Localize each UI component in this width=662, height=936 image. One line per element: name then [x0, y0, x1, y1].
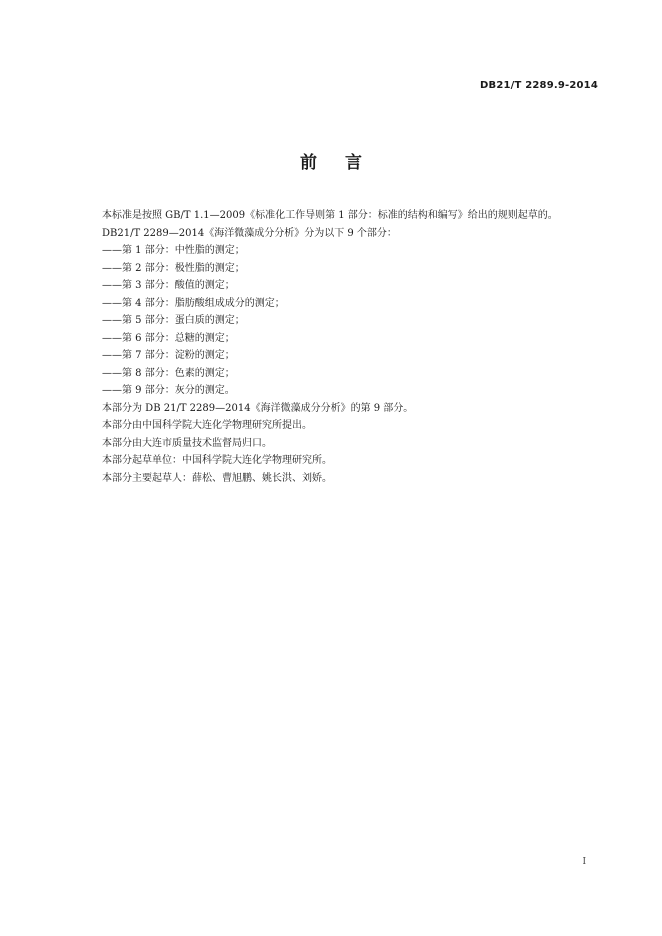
- part-item: ——第 9 部分：灰分的测定。: [102, 385, 235, 396]
- title-char: 前: [300, 153, 317, 173]
- part-item: ——第 3 部分：酸值的测定；: [102, 280, 235, 291]
- page-title: [0, 148, 662, 173]
- part-item: ——第 5 部分：蛋白质的测定；: [102, 315, 245, 326]
- closing-line: 本部分主要起草人：薛松、曹旭鹏、姚长洪、刘娇。: [102, 472, 332, 484]
- part-item: ——第 7 部分：淀粉的测定；: [102, 350, 235, 361]
- parts-intro: DB21/T 2289—2014《海洋微藻成分分析》分为以下 9 个部分：: [102, 227, 397, 239]
- part-item: ——第 8 部分：色素的测定；: [102, 367, 235, 379]
- document-code: DB21/T 2289.9-2014: [480, 80, 598, 91]
- page-number: I: [582, 857, 586, 867]
- closing-line: 本部分起草单位：中国科学院大连化学物理研究所。: [102, 455, 332, 466]
- title-char: 言: [345, 153, 362, 173]
- foreword-body: [79, 207, 599, 487]
- closing-line: 本部分由大连市质量技术监督局归口。: [102, 437, 272, 449]
- closing-line: 本部分由中国科学院大连化学物理研究所提出。: [102, 420, 312, 431]
- part-item: ——第 4 部分：脂肪酸组成成分的测定；: [102, 297, 285, 309]
- part-item: ——第 2 部分：极性脂的测定；: [102, 262, 245, 274]
- closing-line: 本部分为 DB 21/T 2289—2014《海洋微藻成分分析》的第 9 部分。: [102, 402, 414, 414]
- part-item: ——第 1 部分：中性脂的测定；: [102, 245, 245, 256]
- part-item: ——第 6 部分：总糖的测定；: [102, 332, 235, 344]
- intro-paragraph: 本标准是按照 GB/T 1.1—2009《标准化工作导则第 1 部分：标准的结构和编写》给出的规则起草的。: [102, 210, 558, 221]
